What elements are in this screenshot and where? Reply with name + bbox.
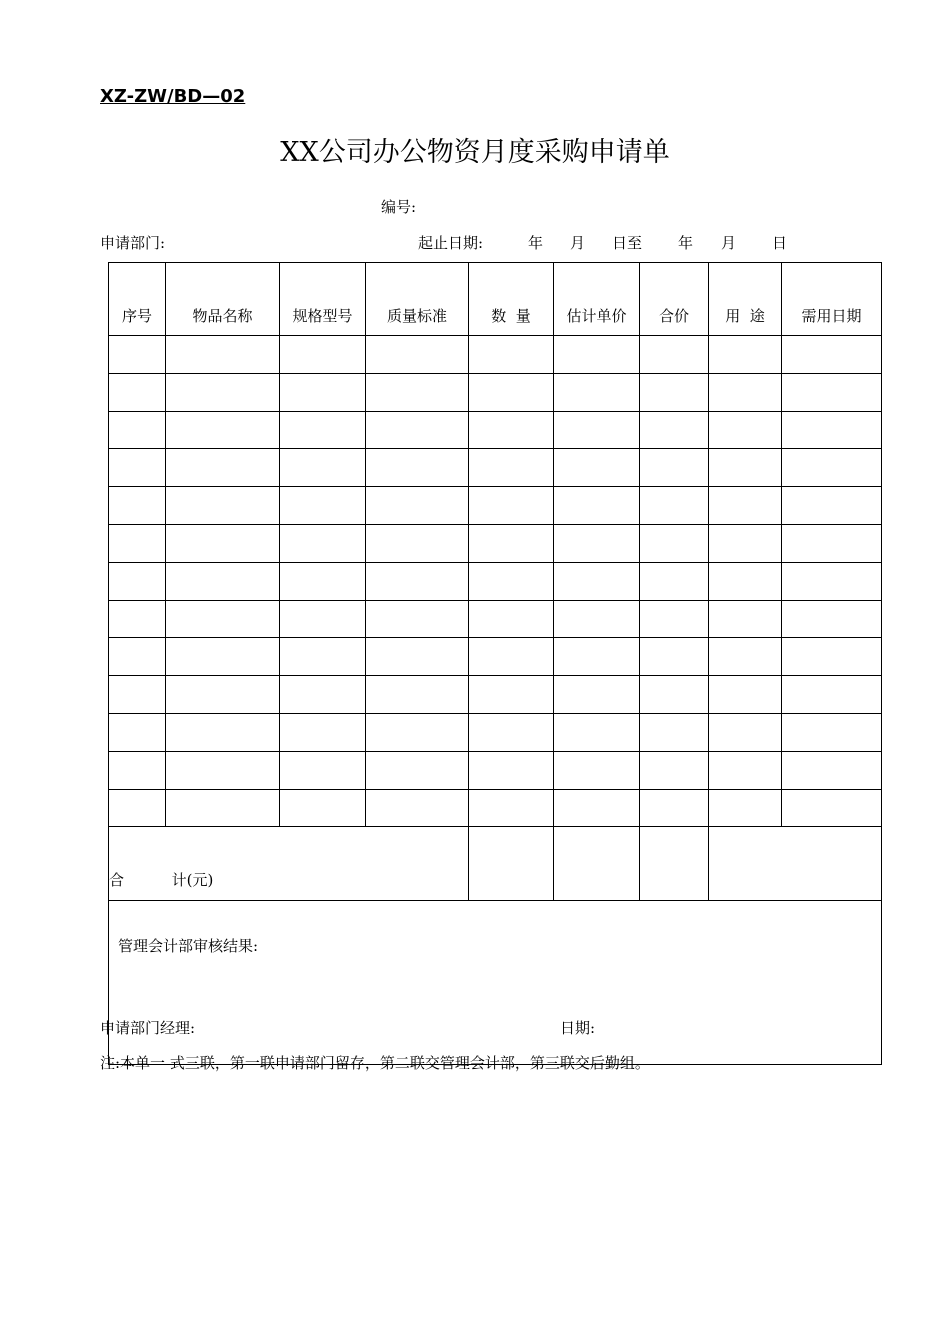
table-row bbox=[109, 487, 882, 525]
table-cell[interactable] bbox=[109, 487, 166, 525]
table-cell[interactable] bbox=[709, 600, 782, 638]
table-cell[interactable] bbox=[709, 487, 782, 525]
table-cell[interactable] bbox=[554, 336, 640, 374]
period-label: 起止日期: bbox=[418, 234, 484, 252]
serial-number-label: 编号: bbox=[381, 198, 417, 216]
table-cell[interactable] bbox=[709, 411, 782, 449]
table-cell[interactable] bbox=[366, 751, 469, 789]
table-cell[interactable] bbox=[109, 411, 166, 449]
column-header-index: 序号 bbox=[109, 263, 166, 336]
table-cell[interactable] bbox=[709, 524, 782, 562]
table-cell[interactable] bbox=[640, 411, 709, 449]
table-row bbox=[109, 411, 882, 449]
review-row bbox=[109, 901, 882, 1065]
table-cell[interactable] bbox=[554, 373, 640, 411]
column-header-required-date: 需用日期 bbox=[782, 263, 882, 336]
table-cell[interactable] bbox=[166, 713, 280, 751]
table-cell[interactable] bbox=[366, 600, 469, 638]
table-cell[interactable] bbox=[366, 336, 469, 374]
table-row bbox=[109, 676, 882, 714]
table-cell[interactable] bbox=[469, 373, 554, 411]
table-cell[interactable] bbox=[782, 600, 882, 638]
document-code: XZ-ZW/BD—02 bbox=[100, 86, 246, 107]
column-header-estimated-unit-price: 估计单价 bbox=[554, 263, 640, 336]
table-cell[interactable] bbox=[640, 487, 709, 525]
table-cell[interactable] bbox=[109, 600, 166, 638]
table-cell[interactable] bbox=[109, 524, 166, 562]
column-header-purpose: 用 途 bbox=[709, 263, 782, 336]
table-row bbox=[109, 449, 882, 487]
table-cell[interactable] bbox=[469, 600, 554, 638]
table-cell[interactable] bbox=[554, 449, 640, 487]
table-row bbox=[109, 713, 882, 751]
table-cell[interactable] bbox=[166, 600, 280, 638]
table-cell[interactable] bbox=[280, 449, 366, 487]
table-cell[interactable] bbox=[782, 373, 882, 411]
table-cell[interactable] bbox=[366, 562, 469, 600]
department-manager-label: 申请部门经理: bbox=[100, 1019, 196, 1037]
table-row bbox=[109, 600, 882, 638]
table-row bbox=[109, 524, 882, 562]
table-cell[interactable] bbox=[709, 751, 782, 789]
table-cell[interactable] bbox=[469, 411, 554, 449]
table-cell[interactable] bbox=[166, 638, 280, 676]
total-quantity-cell[interactable] bbox=[469, 827, 554, 901]
total-label: 合 计(元) bbox=[109, 827, 469, 901]
table-cell[interactable] bbox=[782, 676, 882, 714]
table-cell[interactable] bbox=[166, 562, 280, 600]
table-cell[interactable] bbox=[366, 411, 469, 449]
table-cell[interactable] bbox=[166, 751, 280, 789]
total-price-cell[interactable] bbox=[640, 827, 709, 901]
total-unit-price-cell[interactable] bbox=[554, 827, 640, 901]
table-cell[interactable] bbox=[366, 713, 469, 751]
table-cell[interactable] bbox=[782, 789, 882, 827]
table-cell[interactable] bbox=[109, 562, 166, 600]
table-cell[interactable] bbox=[469, 449, 554, 487]
table-cell[interactable] bbox=[280, 638, 366, 676]
table-cell[interactable] bbox=[554, 789, 640, 827]
table-cell[interactable] bbox=[366, 449, 469, 487]
column-header-spec-model: 规格型号 bbox=[280, 263, 366, 336]
table-cell[interactable] bbox=[280, 336, 366, 374]
table-cell[interactable] bbox=[469, 562, 554, 600]
table-cell[interactable] bbox=[640, 449, 709, 487]
table-cell[interactable] bbox=[782, 638, 882, 676]
table-cell[interactable] bbox=[469, 789, 554, 827]
table-cell[interactable] bbox=[109, 449, 166, 487]
form-title: XX公司办公物资月度采购申请单 bbox=[280, 137, 670, 168]
table-cell[interactable] bbox=[640, 638, 709, 676]
table-cell[interactable] bbox=[280, 411, 366, 449]
table-cell[interactable] bbox=[782, 449, 882, 487]
table-cell[interactable] bbox=[366, 676, 469, 714]
period-end-month: 月 bbox=[721, 234, 737, 252]
table-row bbox=[109, 336, 882, 374]
table-cell[interactable] bbox=[109, 676, 166, 714]
table-row bbox=[109, 638, 882, 676]
table-cell[interactable] bbox=[709, 449, 782, 487]
table-cell[interactable] bbox=[109, 638, 166, 676]
purchase-request-table bbox=[108, 262, 882, 1065]
table-row bbox=[109, 751, 882, 789]
table-cell[interactable] bbox=[554, 487, 640, 525]
table-cell[interactable] bbox=[166, 487, 280, 525]
table-cell[interactable] bbox=[554, 562, 640, 600]
table-cell[interactable] bbox=[782, 524, 882, 562]
table-cell[interactable] bbox=[366, 487, 469, 525]
table-cell[interactable] bbox=[109, 713, 166, 751]
table-row bbox=[109, 373, 882, 411]
table-row bbox=[109, 789, 882, 827]
table-cell[interactable] bbox=[280, 524, 366, 562]
table-cell[interactable] bbox=[709, 713, 782, 751]
table-cell[interactable] bbox=[554, 713, 640, 751]
table-cell[interactable] bbox=[782, 751, 882, 789]
column-header-quality-standard: 质量标准 bbox=[366, 263, 469, 336]
table-cell[interactable] bbox=[280, 713, 366, 751]
table-cell[interactable] bbox=[709, 373, 782, 411]
period-end-day: 日 bbox=[772, 234, 788, 252]
table-cell[interactable] bbox=[782, 713, 882, 751]
table-cell[interactable] bbox=[554, 411, 640, 449]
table-cell[interactable] bbox=[709, 562, 782, 600]
table-cell[interactable] bbox=[709, 638, 782, 676]
table-cell[interactable] bbox=[554, 676, 640, 714]
date-label: 日期: bbox=[560, 1019, 596, 1037]
footnote: 注:本单一 式三联，第一联申请部门留存，第二联交管理会计部，第三联交后勤组。 bbox=[100, 1054, 650, 1072]
period-start-day-to: 日至 bbox=[612, 234, 643, 252]
table-cell[interactable] bbox=[366, 373, 469, 411]
table-cell[interactable] bbox=[782, 487, 882, 525]
table-cell[interactable] bbox=[166, 676, 280, 714]
column-header-item-name: 物品名称 bbox=[166, 263, 280, 336]
review-result-label: 管理会计部审核结果: bbox=[118, 937, 259, 956]
table-cell[interactable] bbox=[469, 751, 554, 789]
table-cell[interactable] bbox=[709, 336, 782, 374]
table-cell[interactable] bbox=[640, 373, 709, 411]
table-row bbox=[109, 562, 882, 600]
table-cell[interactable] bbox=[709, 789, 782, 827]
table-cell[interactable] bbox=[469, 676, 554, 714]
column-header-total-price: 合价 bbox=[640, 263, 709, 336]
table-cell[interactable] bbox=[782, 336, 882, 374]
table-cell[interactable] bbox=[166, 373, 280, 411]
table-cell[interactable] bbox=[554, 524, 640, 562]
table-cell[interactable] bbox=[280, 751, 366, 789]
table-cell[interactable] bbox=[166, 336, 280, 374]
total-row bbox=[109, 827, 882, 901]
table-cell[interactable] bbox=[109, 336, 166, 374]
column-header-quantity: 数 量 bbox=[469, 263, 554, 336]
table-cell[interactable] bbox=[640, 676, 709, 714]
table-cell[interactable] bbox=[640, 562, 709, 600]
table-cell[interactable] bbox=[166, 524, 280, 562]
table-cell[interactable] bbox=[469, 487, 554, 525]
table-cell[interactable] bbox=[640, 336, 709, 374]
applying-department-label: 申请部门: bbox=[100, 234, 166, 252]
table-cell[interactable] bbox=[782, 411, 882, 449]
period-start-year: 年 bbox=[528, 234, 544, 252]
table-cell[interactable] bbox=[109, 751, 166, 789]
table-cell[interactable] bbox=[554, 638, 640, 676]
table-cell[interactable] bbox=[640, 713, 709, 751]
table-cell[interactable] bbox=[366, 638, 469, 676]
table-cell[interactable] bbox=[469, 713, 554, 751]
total-remarks-cell[interactable] bbox=[709, 827, 882, 901]
table-cell[interactable] bbox=[469, 524, 554, 562]
table-cell[interactable] bbox=[366, 789, 469, 827]
table-cell[interactable] bbox=[469, 336, 554, 374]
table-cell[interactable] bbox=[166, 411, 280, 449]
table-cell[interactable] bbox=[709, 676, 782, 714]
period-end-year: 年 bbox=[678, 234, 694, 252]
table-cell[interactable] bbox=[280, 487, 366, 525]
table-cell[interactable] bbox=[109, 373, 166, 411]
table-cell[interactable] bbox=[640, 524, 709, 562]
table-header-row bbox=[109, 263, 882, 336]
table-cell[interactable] bbox=[554, 600, 640, 638]
review-result-cell[interactable] bbox=[109, 901, 882, 1065]
table-cell[interactable] bbox=[280, 562, 366, 600]
table-cell[interactable] bbox=[640, 751, 709, 789]
table-cell[interactable] bbox=[166, 449, 280, 487]
table-cell[interactable] bbox=[469, 638, 554, 676]
table-cell[interactable] bbox=[166, 789, 280, 827]
table-cell[interactable] bbox=[109, 789, 166, 827]
table-cell[interactable] bbox=[640, 789, 709, 827]
table-cell[interactable] bbox=[280, 789, 366, 827]
table-cell[interactable] bbox=[280, 373, 366, 411]
table-cell[interactable] bbox=[280, 676, 366, 714]
table-cell[interactable] bbox=[640, 600, 709, 638]
table-cell[interactable] bbox=[554, 751, 640, 789]
period-start-month: 月 bbox=[570, 234, 586, 252]
table-cell[interactable] bbox=[782, 562, 882, 600]
table-cell[interactable] bbox=[280, 600, 366, 638]
table-cell[interactable] bbox=[366, 524, 469, 562]
